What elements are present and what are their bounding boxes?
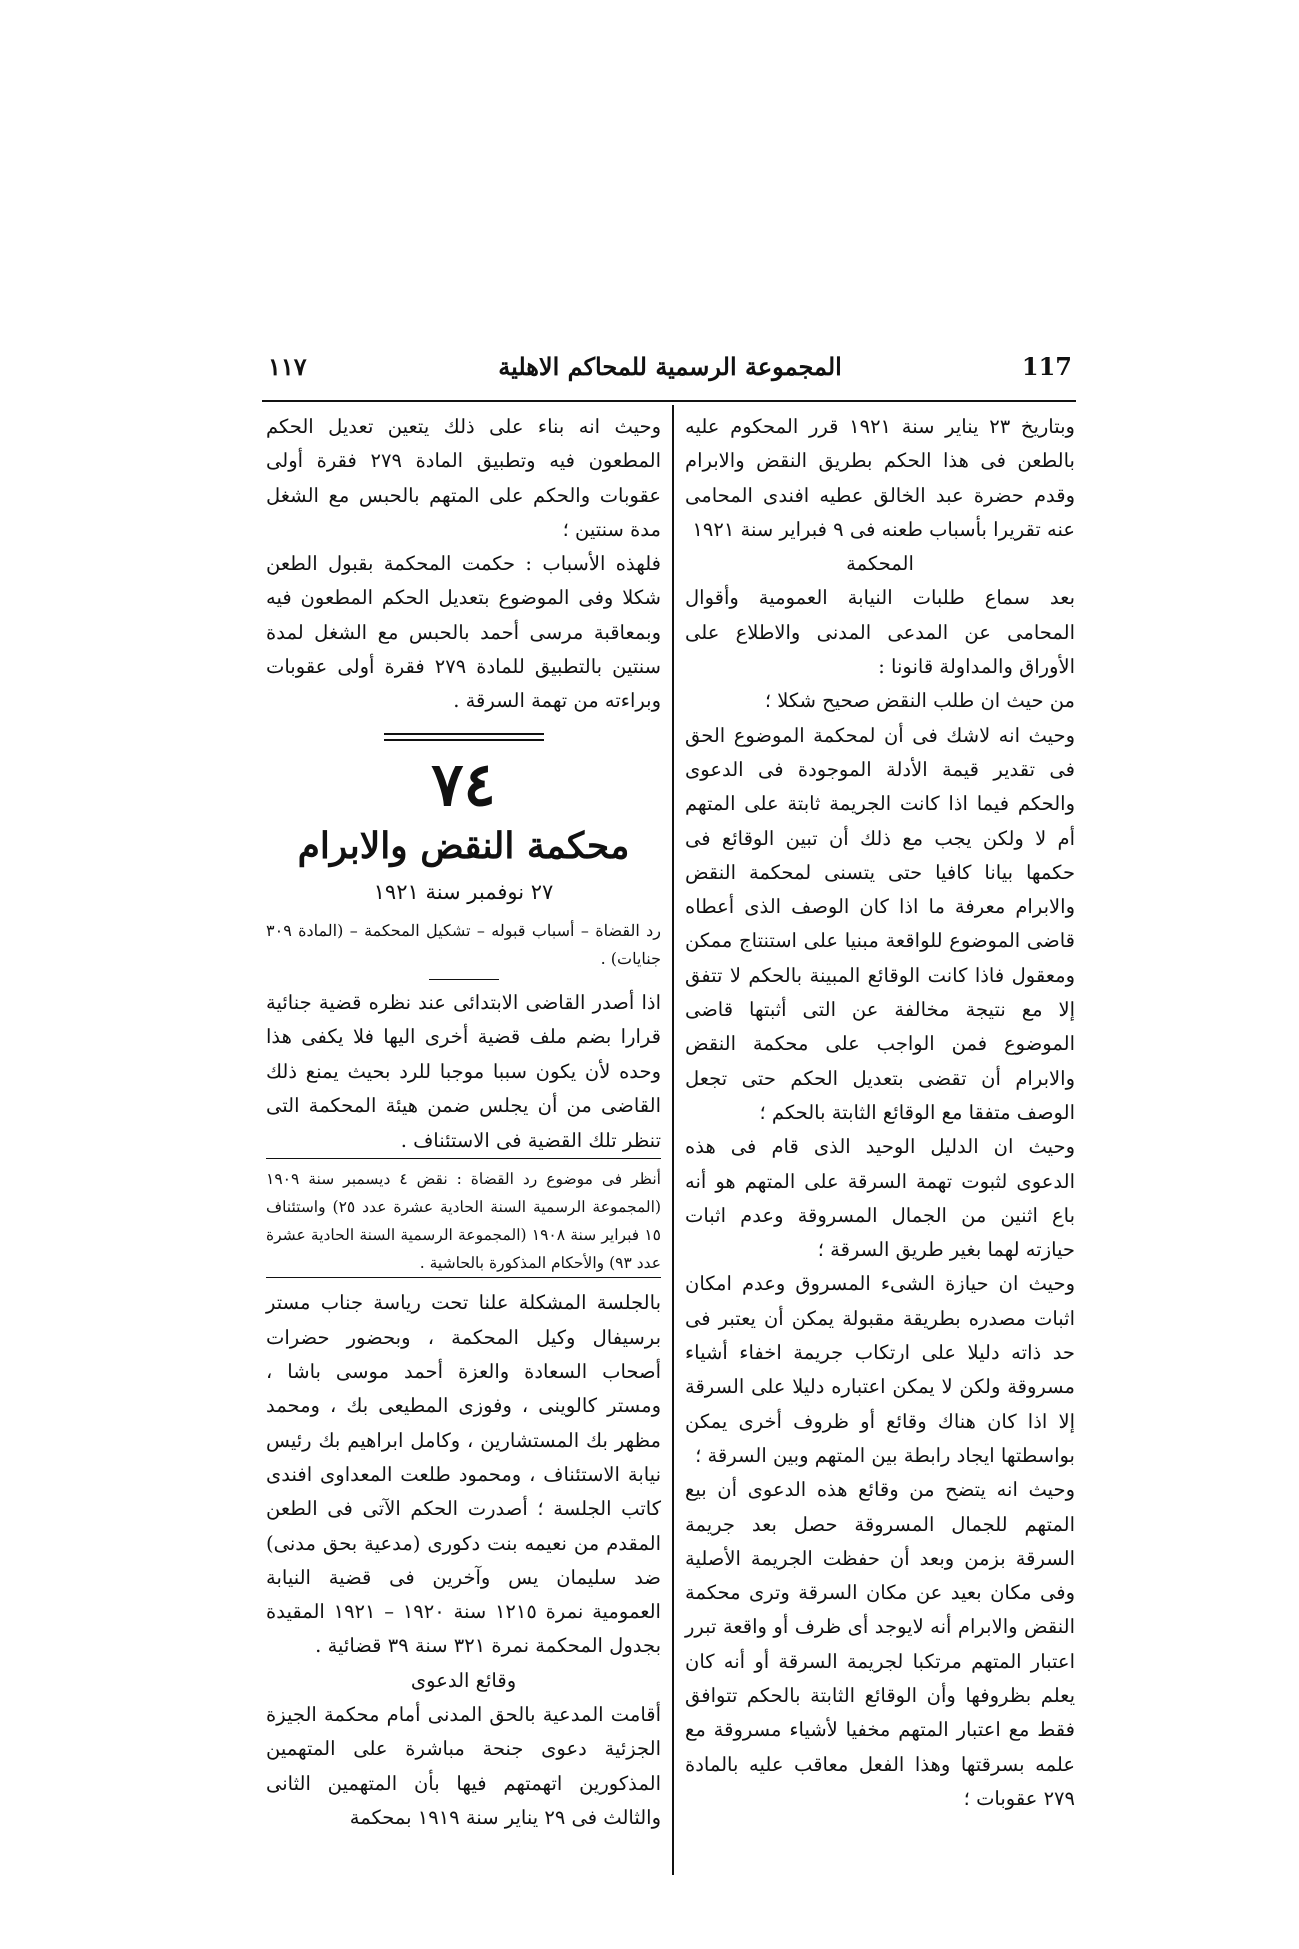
ruling-paragraph: وحيث انه بناء على ذلك يتعين تعديل الحكم المطعون فيه وتطبيق المادة ٢٧٩ فقرة أولى عقوبات والحكم على المتهم بالحبس مع الشغل مدة سنتين ؛ — [266, 415, 662, 541]
column-divider — [672, 405, 674, 1875]
section-divider — [384, 733, 544, 741]
page-number-arabic: ١١٧ — [268, 352, 307, 381]
intro-paragraph: وبتاريخ ٢٣ يناير سنة ١٩٢١ قرر المحكوم عليه بالطعن فى هذا الحكم بطريق النقض والابرام وقدم حضرة عبد الخالق عطيه افندى المحامى عنه تقريرا بأسباب طعنه فى ٩ فبراير سنة ١٩٢١ — [685, 415, 1075, 541]
court-title: محكمة النقض والابرام — [297, 824, 630, 867]
session-paragraph: بالجلسة المشكلة علنا تحت رياسة جناب مستر برسيفال وكيل المحكمة ، وبحضور حضرات أصحاب السعادة والعزة أحمد موسى باشا ، ومستر كالوينى ، وفوزى المطيعى بك ، ومحمد مظهر بك المستشارين ، وكامل ابراهيم بك رئيس نيابة الاستئناف ، ومحمود طلعت المعداوى افندى كاتب الجلسة ؛ أصدرت الحكم الآتى فى الطعن المقدم من نعيمه بنت دكورى (مدعية بحق مدنى) ضد سليمان يس وآخرين فى قضية النيابة العمومية نمرة ١٢١٥ سنة ١٩٢٠ – ١٩٢١ المقيدة بجدول المحكمة نمرة ٣٢١ سنة ٣٩ قضائية . — [266, 1277, 661, 1663]
keywords: رد القضاة – أسباب قبوله – تشكيل المحكمة – (المادة ٣٠٩ جنايات) . — [266, 920, 661, 968]
court-heading: المحكمة — [846, 552, 914, 576]
page-header — [268, 352, 1072, 392]
left-column — [266, 410, 661, 1835]
ruling-date: ٢٧ نوفمبر سنة ١٩٢١ — [373, 879, 554, 904]
verdict-paragraph: فلهذه الأسباب : حكمت المحكمة بقبول الطعن شكلا وفى الموضوع بتعديل الحكم المطعون فيه وبمعاقبة مرسى أحمد بالحبس مع الشغل لمدة سنتين بالتطبيق للمادة ٢٧٩ فقرة أولى عقوبات وبراءته من تهمة السرقة . — [266, 552, 661, 713]
paragraph-1: بعد سماع طلبات النيابة العمومية وأقوال المحامى عن المدعى المدنى والاطلاع على الأوراق والمداولة قانونا : — [685, 586, 1075, 679]
paragraph-5: وحيث ان حيازة الشىء المسروق وعدم امكان اثبات مصدره بطريقة مقبولة يمكن أن يعتبر فى حد ذاته دليلا على ارتكاب جريمة اخفاء أشياء مسروقة ولكن لا يمكن اعتباره دليلا على السرقة إلا اذا كان هناك وقائع أو ظروف أخرى يمكن بواسطتها ايجاد رابطة بين المتهم وبين السرقة ؛ — [685, 1272, 1075, 1467]
summary: اذا أصدر القاضى الابتدائى عند نظره قضية جنائية قرارا بضم ملف قضية أخرى اليها فلا يكفى هذا وحده لأن يكون سببا موجبا للرد بحيث يمنع ذلك القاضى من أن يجلس ضمن هيئة المحكمة التى تنظر تلك القضية فى الاستئناف . — [266, 990, 661, 1152]
paragraph-3: وحيث انه لاشك فى أن لمحكمة الموضوع الحق فى تقدير قيمة الأدلة الموجودة فى الدعوى والحكم فيما اذا كانت الجريمة ثابتة على المتهم أم لا ولكن يجب مع ذلك أن تبين الوقائع فى حكمها بيانا كافيا حتى يتسنى لمحكمة النقض والابرام معرفة ما اذا كان الوصف الذى أعطاه قاضى الموضوع للواقعة مبنيا على استنتاج ممكن ومعقول فاذا كانت الوقائع المبينة بالحكم لا تتفق إلا مع نتيجة مخالفة عن التى أثبتها قاضى الموضوع فمن الواجب على محكمة النقض والابرام أن تقضى بتعديل الحكم حتى تجعل الوصف متفقا مع الوقائع الثابتة بالحكم ؛ — [685, 723, 1075, 1124]
running-title: المجموعة الرسمية للمحاكم الاهلية — [498, 352, 842, 381]
right-column — [685, 410, 1075, 1816]
page-number-latin: 117 — [1021, 352, 1072, 381]
facts-heading: وقائع الدعوى — [410, 1668, 517, 1692]
case-number: ٧٤ — [431, 749, 496, 820]
paragraph-2: من حيث ان طلب النقض صحيح شكلا ؛ — [764, 689, 1075, 713]
header-rule — [262, 400, 1076, 402]
facts-paragraph: أقامت المدعية بالحق المدنى أمام محكمة الجيزة الجزئية دعوى جنحة مباشرة على المتهمين المذكورين اتهمتهم فيها بأن المتهمين الثانى والثالث فى ٢٩ يناير سنة ١٩١٩ بمحكمة — [266, 1703, 661, 1829]
paragraph-4: وحيث ان الدليل الوحيد الذى قام فى هذه الدعوى لثبوت تهمة السرقة على المتهم هو أنه باع اثنين من الجمال المسروقة وعدم اثبات حيازته لهما بغير طريق السرقة ؛ — [685, 1135, 1075, 1262]
paragraph-6: وحيث انه يتضح من وقائع هذه الدعوى أن بيع المتهم للجمال المسروقة حصل بعد جريمة السرقة بزمن وبعد أن حفظت الجريمة الأصلية وفى مكان بعيد عن مكان السرقة وترى محكمة النقض والابرام أنه لايوجد أى ظرف أو واقعة تبرر اعتبار المتهم مرتكبا لجريمة السرقة أو أنه كان يعلم بظروفها وأن الوقائع الثابتة بالحكم تتوافق فقط مع اعتبار المتهم مخفيا لأشياء مسروقة مع علمه بسرقتها وهذا الفعل معاقب عليه بالمادة ٢٧٩ عقوبات ؛ — [685, 1478, 1075, 1810]
keywords-rule — [429, 979, 499, 980]
footnote: أنظر فى موضوع رد القضاة : نقض ٤ ديسمبر سنة ١٩٠٩ (المجموعة الرسمية السنة الحادية عشرة عدد ٢٥) واستئناف ١٥ فبراير سنة ١٩٠٨ (المجموعة الرسمية السنة الحادية عشرة عدد ٩٣) والأحكام المذكورة بالحاشية . — [266, 1158, 661, 1277]
